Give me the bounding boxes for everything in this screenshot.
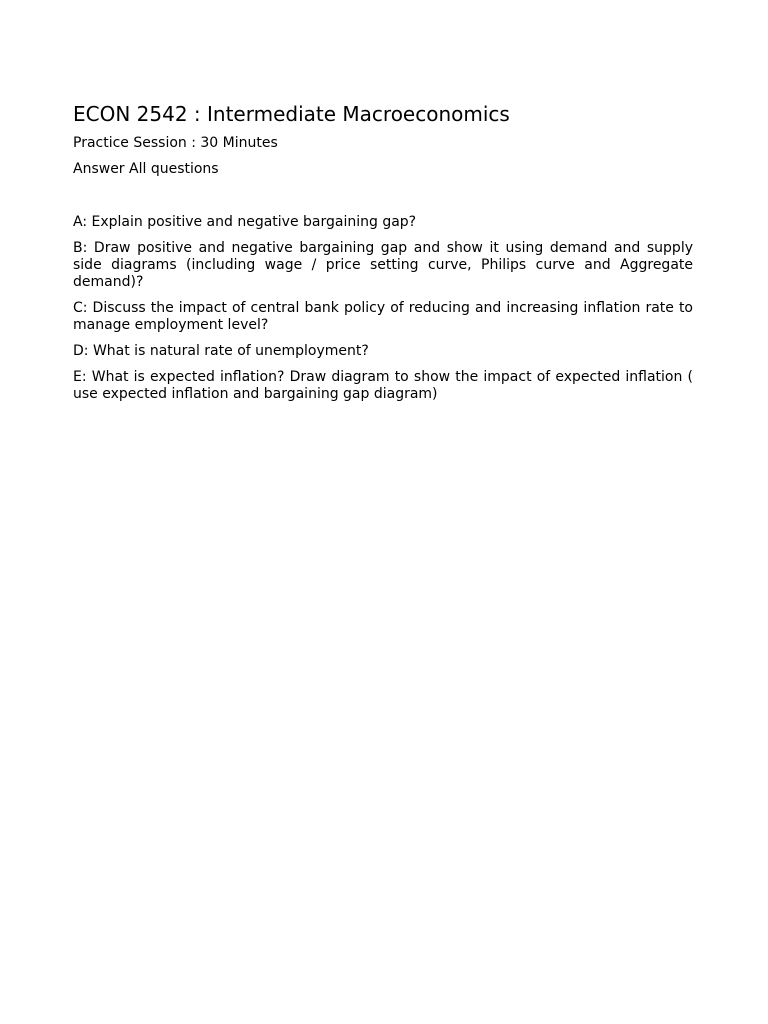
question-b: B: Draw positive and negative bargaining gap and show it using demand and supply side diagrams (including wage / price setting curve, Philips curve and Aggregate demand)? xyxy=(73,240,693,290)
question-a: A: Explain positive and negative bargaining gap? xyxy=(73,214,417,230)
document-page xyxy=(73,100,693,412)
question-d: D: What is natural rate of unemployment? xyxy=(73,343,369,359)
question-e: E: What is expected inflation? Draw diagram to show the impact of expected inflation ( use expected inflation and bargaining gap diagram) xyxy=(73,369,693,402)
document-title: ECON 2542 : Intermediate Macroeconomics xyxy=(73,102,510,126)
session-info: Practice Session : 30 Minutes xyxy=(73,135,278,151)
instructions: Answer All questions xyxy=(73,161,219,177)
spacer xyxy=(73,187,693,214)
question-c: C: Discuss the impact of central bank policy of reducing and increasing inflation rate to manage employment level? xyxy=(73,300,693,333)
